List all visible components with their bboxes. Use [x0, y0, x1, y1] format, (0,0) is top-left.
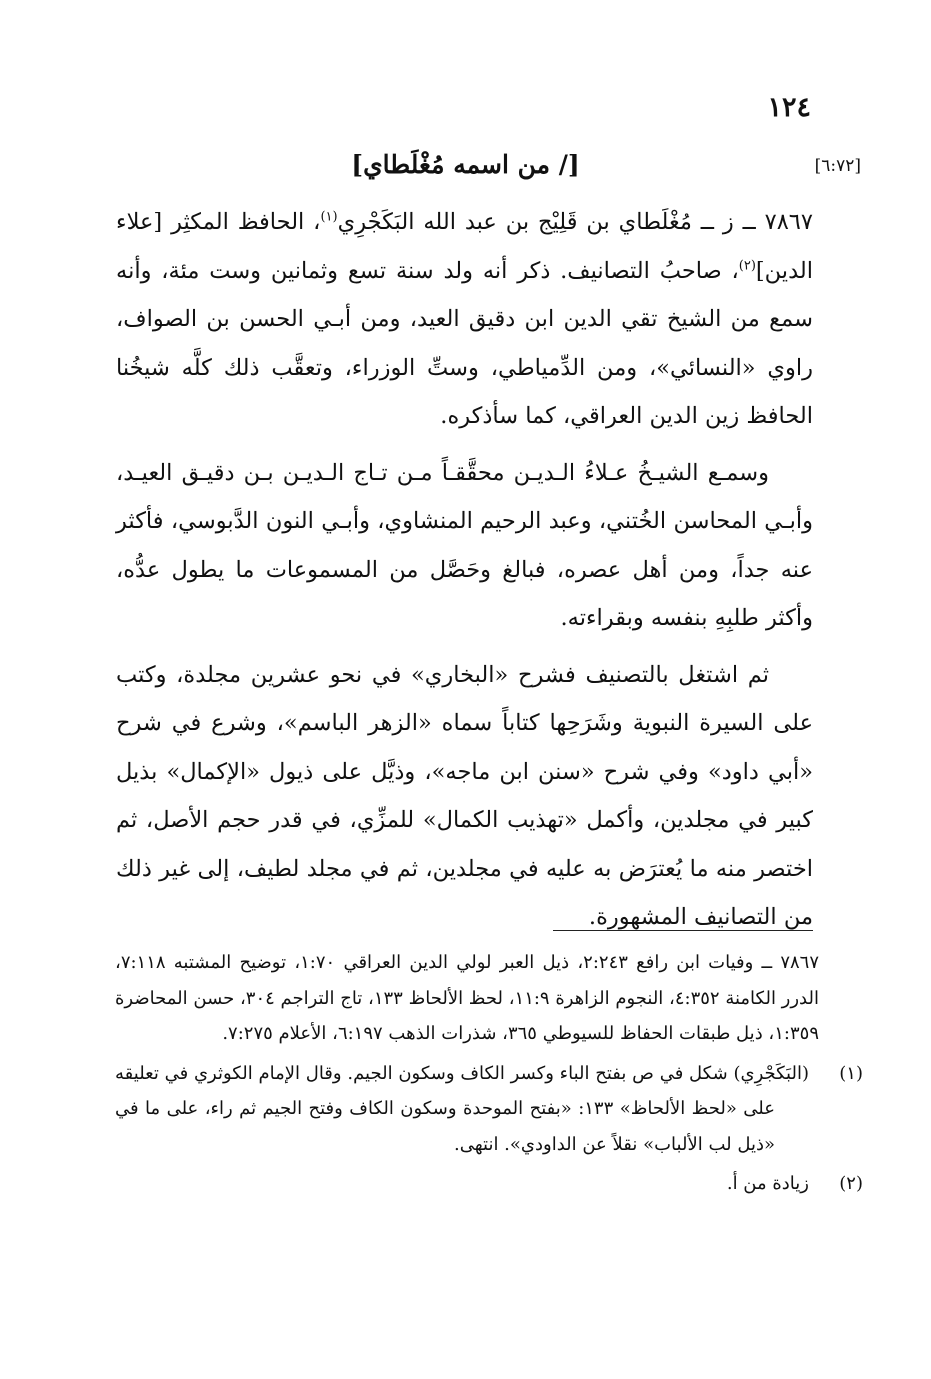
- footnote-ref-1: (١): [320, 209, 338, 225]
- entry-text-1a: ٧٨٦٧ ــ ز ــ مُغْلَطاي بن قَلِيْج بن عبد الله البَكَجْرِي: [337, 209, 813, 235]
- section-heading: [/ من اسمه مُغْلَطاي]: [351, 150, 580, 179]
- footnote-2: (٢)زيادة من أ.: [726, 1173, 863, 1194]
- footnote-1: (١)(البَكَجْرِي) شكل في ص بفتح الباء وكسر الكاف وسكون الجيم. وقال الإمام الكوثري في تعليقه على «لحظ الألحاظ» ١٣٣: «بفتح الموحدة وسكون الكاف وفتح الجيم ثم راء، على ما في «ذيل لب الألباب» نقلاً عن الداودي». انتهى.: [115, 1062, 863, 1155]
- entry-paragraph-2: وسمـع الشيـخُ عـلاءُ الـديـن محقَّقـاً مـن تـاج الـديـن بـن دقيـق العيـد، وأبـي المحاسن الخُتني، وعبد الرحيم المنشاوي، وأبـي النون الدَّبوسي، فأكثر عنه جداً، ومن أهل عصره، فبالغ وحَصَّل من المسموعات ما يطول عدُّه، وأكثر طلبِهِ بنفسه وبقراءته.: [116, 459, 813, 631]
- entry-text-1c: ، صاحبُ التصانيف. ذكر أنه ولد سنة تسع وثمانين وست مئة، وأنه سمع من الشيخ تقي الدين ابن دقيق العيد، ومن أبـي الحسن بن الصواف، راوي «النسائي»، ومن الدِّمياطي، وستِّ الوزراء، وتعقَّب ذلك كلَّه شيخُنا الحافظ زين الدين العراقي، كما سأذكره.: [116, 257, 813, 429]
- margin-reference: [٦:٧٢]: [814, 156, 861, 176]
- page-number: ١٢٤: [767, 92, 811, 123]
- entry-paragraph-3: ثم اشتغل بالتصنيف فشرح «البخاري» في نحو عشرين مجلدة، وكتب على السيرة النبوية وشَرَحِها كتاباً سماه «الزهر الباسم»، وشرع في شرح «أبي داود» وفي شرح «سنن ابن ماجه»، وذيَّل على ذيول «الإكمال» بذيل كبير في مجلدين، وأكمل «تهذيب الكمال» للمزِّي، في قدر حجم الأصل، ثم اختصر منه ما يُعترَض به عليه في مجلدين، ثم في مجلد لطيف، إلى غير ذلك من التصانيف المشهورة.: [116, 661, 813, 930]
- entry-body: [116, 198, 813, 950]
- footnote-2-text: زيادة من أ.: [726, 1173, 809, 1194]
- entry-paragraph-1: [116, 198, 813, 441]
- footnote-1-text: (البَكَجْرِي) شكل في ص بفتح الباء وكسر الكاف وسكون الجيم. وقال الإمام الكوثري في تعليقه على «لحظ الألحاظ» ١٣٣: «بفتح الموحدة وسكون الكاف وفتح الجيم ثم راء، على ما في «ذيل لب الألباب» نقلاً عن الداودي». انتهى.: [115, 1062, 809, 1155]
- footnote-ref-2: (٢): [738, 258, 756, 273]
- entry-text-1b: ، الحافظ المكثِر [علاء الدين]: [116, 209, 813, 284]
- footnote-sources: ٧٨٦٧ ــ وفيات ابن رافع ٢:٢٤٣، ذيل العبر لولي الدين العراقي ١:٧٠، توضيح المشتبه ٧:١١٨، الدرر الكامنة ٤:٣٥٢، النجوم الزاهرة ١١:٩، لحظ الألحاظ ١٣٣، تاج التراجم ٣٠٤، حسن المحاضرة ١:٣٥٩، ذيل طبقات الحفاظ للسيوطي ٣٦٥، شذرات الذهب ٦:١٩٧، الأعلام ٧:٢٧٥.: [115, 952, 819, 1044]
- footnotes: [115, 945, 863, 1206]
- footnote-divider: [553, 930, 813, 931]
